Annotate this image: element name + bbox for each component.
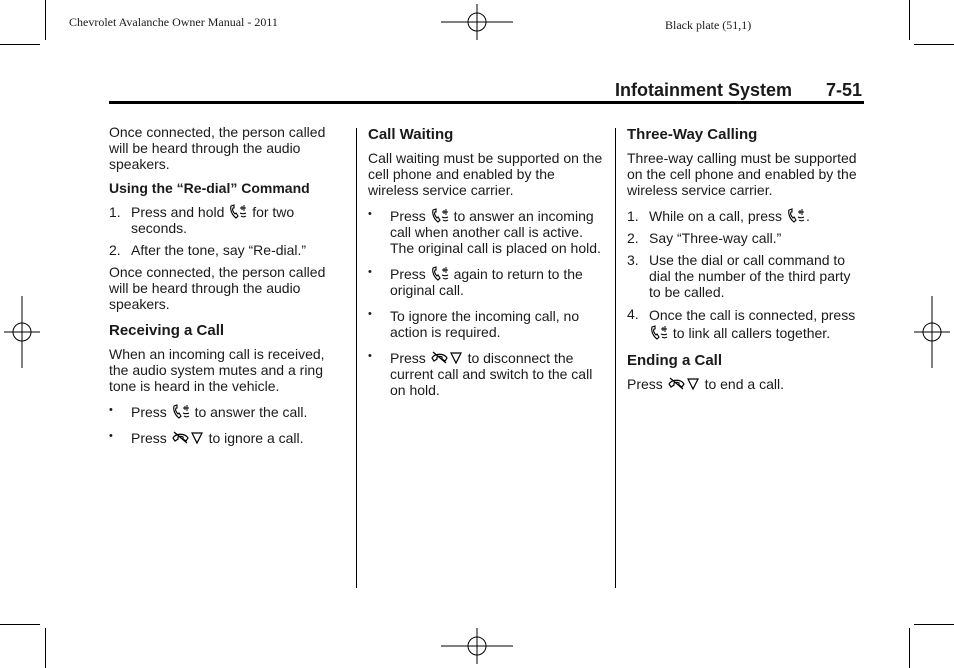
- list-item: [368, 308, 606, 340]
- paragraph: Call waiting must be supported on the cell phone and enabled by the wireless service carrier.: [368, 150, 603, 198]
- item-text: to disconnect the current call and switch to the call on hold.: [390, 350, 593, 398]
- item-text: to ignore a call.: [208, 430, 304, 446]
- step-text: Press and hold: [131, 204, 225, 220]
- column-divider-2: [615, 128, 616, 588]
- step-text: While on a call, press: [649, 208, 783, 224]
- crop-mark-tl-vertical: [45, 0, 46, 40]
- bullet: •: [368, 208, 372, 220]
- list-item: [368, 266, 606, 298]
- step-number: 3.: [627, 252, 639, 268]
- step-text: Use the dial or call command to dial the number of the third party to be called.: [649, 252, 851, 300]
- paragraph: [627, 376, 863, 392]
- subheading-redial: Using the “Re-dial” Command: [109, 180, 310, 196]
- step-number: 2.: [627, 230, 639, 246]
- bullet: •: [368, 266, 372, 278]
- step-text: After the tone, say “Re-dial.”: [131, 242, 307, 258]
- bullet: •: [109, 404, 113, 416]
- phone-end-icon: [431, 350, 463, 365]
- header-rule: [109, 101, 864, 104]
- item-text: again to return to the original call.: [390, 266, 583, 298]
- crop-mark-br-horizontal: [914, 624, 954, 625]
- column-1: [109, 124, 341, 452]
- bullet: •: [368, 350, 372, 362]
- paragraph: Three-way calling must be supported on the cell phone and enabled by the wireless service carrier.: [627, 150, 857, 198]
- crop-mark-tr-horizontal: [914, 44, 954, 45]
- list-item: [109, 404, 341, 420]
- list-item: [109, 204, 341, 236]
- step-number: 4.: [627, 306, 639, 322]
- column-2: [368, 124, 606, 404]
- step-text: to link all callers together.: [672, 325, 831, 341]
- list-item: [627, 208, 863, 224]
- heading-receiving-call: Receiving a Call: [109, 322, 225, 339]
- heading-call-waiting: Call Waiting: [368, 126, 454, 143]
- registration-mark-right: [914, 296, 950, 368]
- crop-mark-tr-vertical: [909, 0, 910, 40]
- paragraph-text: to end a call.: [704, 376, 784, 392]
- step-number: 1.: [109, 204, 121, 220]
- bullet: •: [109, 430, 113, 442]
- registration-mark-bottom: [441, 628, 513, 664]
- list-item: [627, 306, 863, 342]
- list-item: [368, 350, 606, 398]
- step-text: Once the call is connected, press: [649, 307, 856, 323]
- heading-three-way-calling: Three-Way Calling: [627, 126, 758, 143]
- item-text: Press: [390, 350, 426, 366]
- paragraph: Once connected, the person called will be heard through the audio speakers.: [109, 124, 326, 172]
- item-text: to answer an incoming call when another call is active. The original call is placed on hold.: [390, 208, 601, 256]
- section-title: Infotainment System: [615, 80, 793, 100]
- list-item: [627, 252, 863, 300]
- item-text: Press: [390, 208, 426, 224]
- phone-talk-icon: [787, 208, 805, 223]
- item-text: Press: [390, 266, 426, 282]
- manual-title: Chevrolet Avalanche Owner Manual - 2011: [69, 15, 278, 29]
- step-text: Say “Three-way call.”: [649, 230, 782, 246]
- list-item: [627, 230, 863, 246]
- page-number: 7-51: [826, 80, 863, 100]
- item-text: To ignore the incoming call, no action is required.: [390, 308, 580, 340]
- item-text: to answer the call.: [194, 404, 308, 420]
- item-text: Press: [131, 404, 167, 420]
- step-text: .: [805, 208, 810, 224]
- list-item: [368, 208, 606, 256]
- crop-mark-br-vertical: [909, 628, 910, 668]
- phone-talk-icon: [229, 204, 247, 219]
- registration-mark-top: [441, 4, 513, 40]
- crop-mark-tl-horizontal: [0, 44, 40, 45]
- phone-talk-icon: [431, 266, 449, 281]
- phone-end-icon: [668, 376, 700, 391]
- bullet: •: [368, 308, 372, 320]
- step-text: for two seconds.: [131, 204, 295, 236]
- phone-talk-icon: [650, 325, 668, 340]
- step-number: 1.: [627, 208, 639, 224]
- phone-end-icon: [172, 430, 204, 445]
- list-item: [109, 430, 341, 446]
- paragraph: Once connected, the person called will be heard through the audio speakers.: [109, 264, 326, 312]
- list-item: [109, 242, 341, 258]
- phone-talk-icon: [172, 404, 190, 419]
- paragraph-text: Press: [627, 376, 663, 392]
- column-3: [627, 124, 863, 398]
- plate-label: Black plate (51,1): [665, 18, 752, 32]
- crop-mark-bl-vertical: [45, 628, 46, 668]
- paragraph: When an incoming call is received, the audio system mutes and a ring tone is heard in the vehicle.: [109, 346, 325, 394]
- registration-mark-left: [4, 296, 40, 368]
- crop-mark-bl-horizontal: [0, 624, 40, 625]
- step-number: 2.: [109, 242, 121, 258]
- column-divider-1: [356, 128, 357, 588]
- phone-talk-icon: [431, 208, 449, 223]
- item-text: Press: [131, 430, 167, 446]
- heading-ending-call: Ending a Call: [627, 352, 723, 369]
